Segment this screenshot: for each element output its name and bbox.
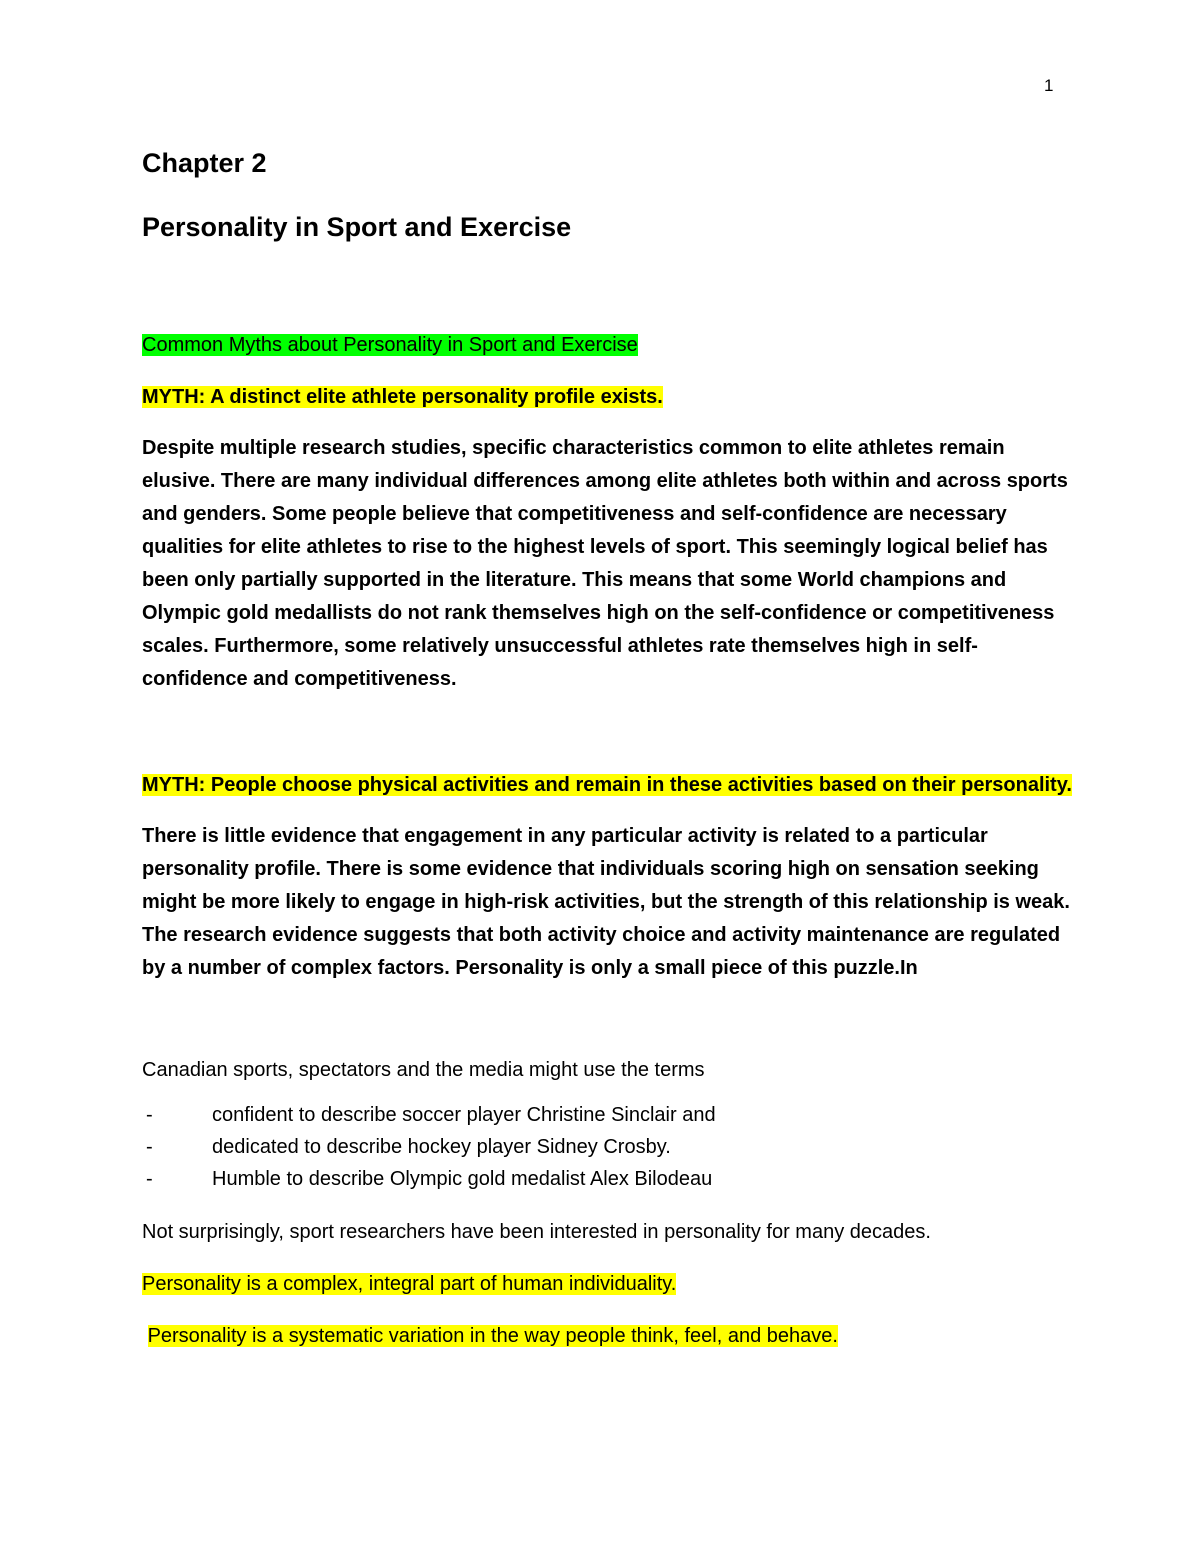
chapter-title: Chapter 2 (142, 148, 267, 178)
section-heading (142, 332, 1072, 358)
list-item-text: dedicated to describe hockey player Sidney Crosby. (212, 1136, 671, 1158)
statement-text: Not surprisingly, sport researchers have been interested in personality for many decades. (142, 1221, 931, 1243)
myth-1-body: Despite multiple research studies, specific characteristics common to elite athletes remain elusive. There are many individual differences among elite athletes both within and across sports and genders. Some people believe that competitiveness and self-confidence are necessary qualities for elite athletes to rise to the highest levels of sport. This seemingly logical belief has been only partially supported in the literature. This means that some World champions and Olympic gold medallists do not rank themselves high on the self-confidence or competitiveness scales. Furthermore, some relatively unsuccessful athletes rate themselves high in self-confidence and competitiveness. (142, 437, 1068, 690)
list-item (142, 1163, 1072, 1195)
section-heading-text: Common Myths about Personality in Sport and Exercise (142, 334, 638, 356)
list-item (142, 1099, 1072, 1131)
definition-1 (142, 1269, 1072, 1299)
myth-1-heading (142, 382, 1072, 412)
list-dash: - (146, 1136, 153, 1158)
list-dash: - (146, 1168, 153, 1190)
intro-text: Canadian sports, spectators and the media might use the terms (142, 1059, 705, 1081)
list-dash: - (146, 1104, 153, 1126)
myth-2-heading-text: MYTH: People choose physical activities and remain in these activities based on their personality. (142, 774, 1072, 796)
definition-1-text: Personality is a complex, integral part of human individuality. (142, 1273, 677, 1295)
page-number: 1 (1044, 76, 1054, 95)
list-item-text: Humble to describe Olympic gold medalist Alex Bilodeau (212, 1168, 713, 1190)
myth-2-heading (142, 770, 1072, 800)
myth-2-body: There is little evidence that engagement in any particular activity is related to a particular personality profile. There is some evidence that individuals scoring high on sensation seeking might be more likely to engage in high-risk activities, but the strength of this relationship is weak. The research evidence suggests that both activity choice and activity maintenance are regulated by a number of complex factors. Personality is only a small piece of this puzzle.In (142, 825, 1070, 979)
terms-list (142, 1099, 1072, 1195)
definition-2 (142, 1321, 1072, 1351)
page-content (142, 146, 1072, 1351)
chapter-subtitle: Personality in Sport and Exercise (142, 212, 572, 242)
myth-1-heading-text: MYTH: A distinct elite athlete personality profile exists. (142, 386, 663, 408)
list-item (142, 1131, 1072, 1163)
list-item-text: confident to describe soccer player Christine Sinclair and (212, 1104, 716, 1126)
definition-2-text: Personality is a systematic variation in the way people think, feel, and behave. (147, 1325, 838, 1347)
